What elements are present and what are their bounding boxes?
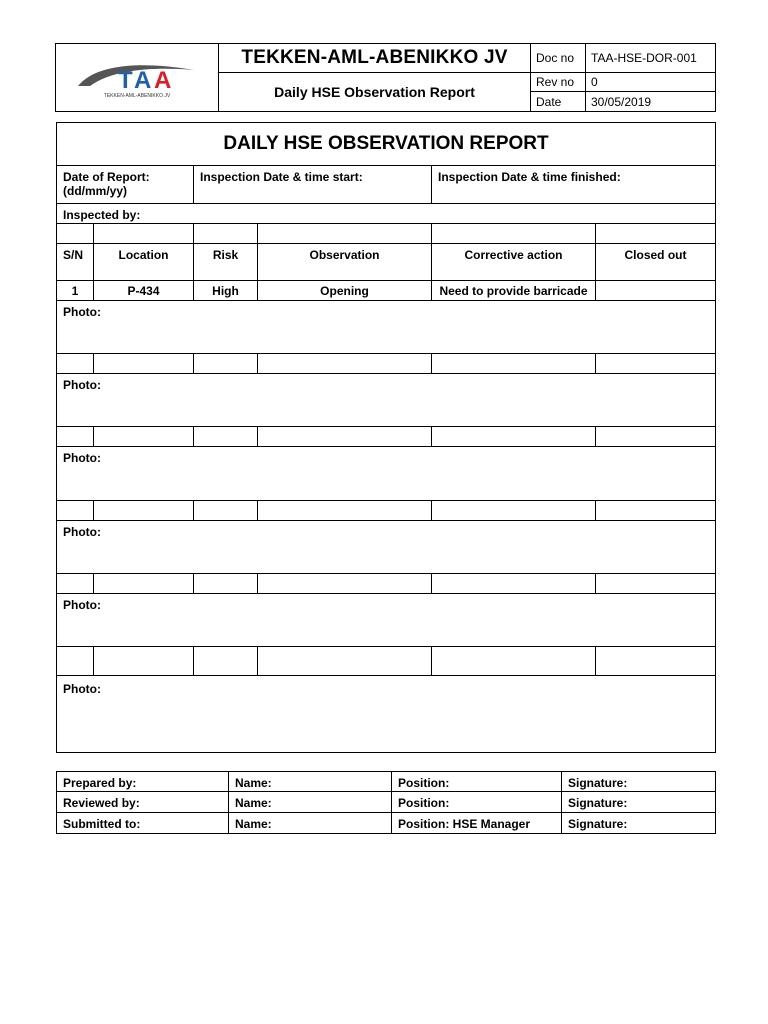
blank-cell[interactable] — [596, 354, 716, 374]
signoff-row — [57, 772, 716, 792]
rev-no-value: 0 — [586, 73, 716, 92]
blank-cell[interactable] — [432, 224, 596, 244]
observation-form — [56, 122, 716, 753]
name-field[interactable]: Name: — [229, 792, 392, 813]
svg-text:A: A — [134, 66, 152, 94]
date-value: 30/05/2019 — [586, 92, 716, 112]
blank-cell[interactable] — [94, 427, 194, 447]
date-label: Date — [531, 92, 586, 112]
blank-cell[interactable] — [596, 224, 716, 244]
blank-cell[interactable] — [596, 573, 716, 593]
table-row — [57, 500, 716, 520]
blank-cell[interactable] — [57, 646, 94, 675]
doc-no-label: Doc no — [531, 44, 586, 73]
table-row — [57, 427, 716, 447]
cell-location[interactable]: P-434 — [94, 281, 194, 301]
svg-text:A: A — [154, 66, 172, 94]
col-header-corrective-action: Corrective action — [432, 244, 596, 281]
photo-field[interactable]: Photo: — [57, 593, 716, 646]
blank-cell[interactable] — [432, 354, 596, 374]
signoff-row — [57, 813, 716, 834]
position-field[interactable]: Position: HSE Manager — [392, 813, 562, 834]
blank-cell[interactable] — [258, 573, 432, 593]
blank-cell[interactable] — [432, 500, 596, 520]
blank-cell[interactable] — [596, 427, 716, 447]
photo-field[interactable]: Photo: — [57, 447, 716, 500]
signoff-row — [57, 792, 716, 813]
cell-corrective-action[interactable]: Need to provide barricade — [432, 281, 596, 301]
photo-field[interactable]: Photo: — [57, 675, 716, 752]
blank-cell[interactable] — [194, 224, 258, 244]
table-row — [57, 646, 716, 675]
blank-cell[interactable] — [432, 573, 596, 593]
col-header-sn: S/N — [57, 244, 94, 281]
cell-observation[interactable]: Opening — [258, 281, 432, 301]
blank-cell[interactable] — [194, 646, 258, 675]
blank-cell[interactable] — [94, 354, 194, 374]
svg-text:T: T — [118, 66, 133, 94]
signature-field[interactable]: Signature: — [562, 772, 716, 792]
inspection-start-field[interactable]: Inspection Date & time start: — [194, 166, 432, 204]
blank-cell[interactable] — [194, 500, 258, 520]
blank-cell[interactable] — [258, 224, 432, 244]
svg-text:TEKKEN-AML-ABENIKKO JV: TEKKEN-AML-ABENIKKO JV — [103, 92, 171, 99]
signoff-table — [56, 771, 716, 834]
prepared-by-label: Prepared by: — [57, 772, 229, 792]
blank-cell[interactable] — [596, 646, 716, 675]
document-header — [55, 43, 716, 112]
inspected-by-field[interactable]: Inspected by: — [57, 204, 716, 224]
blank-cell[interactable] — [57, 500, 94, 520]
blank-cell[interactable] — [432, 646, 596, 675]
blank-cell[interactable] — [432, 427, 596, 447]
photo-field[interactable]: Photo: — [57, 374, 716, 427]
blank-cell[interactable] — [94, 573, 194, 593]
report-subtitle: Daily HSE Observation Report — [219, 73, 531, 112]
blank-cell[interactable] — [258, 354, 432, 374]
cell-sn[interactable]: 1 — [57, 281, 94, 301]
col-header-closed-out: Closed out — [596, 244, 716, 281]
blank-cell[interactable] — [258, 427, 432, 447]
blank-cell[interactable] — [194, 427, 258, 447]
col-header-observation: Observation — [258, 244, 432, 281]
cell-risk[interactable]: High — [194, 281, 258, 301]
rev-no-label: Rev no — [531, 73, 586, 92]
blank-cell[interactable] — [57, 427, 94, 447]
submitted-to-label: Submitted to: — [57, 813, 229, 834]
blank-cell[interactable] — [94, 224, 194, 244]
signature-field[interactable]: Signature: — [562, 813, 716, 834]
form-title: DAILY HSE OBSERVATION REPORT — [57, 123, 716, 166]
date-of-report-field[interactable] — [57, 166, 194, 204]
blank-cell[interactable] — [94, 500, 194, 520]
photo-field[interactable]: Photo: — [57, 520, 716, 573]
table-row — [57, 354, 716, 374]
blank-cell[interactable] — [258, 646, 432, 675]
blank-cell[interactable] — [596, 500, 716, 520]
date-of-report-label: Date of Report: — [63, 170, 150, 185]
blank-cell[interactable] — [94, 646, 194, 675]
logo-cell — [56, 44, 219, 112]
name-field[interactable]: Name: — [229, 813, 392, 834]
signature-field[interactable]: Signature: — [562, 792, 716, 813]
name-field[interactable]: Name: — [229, 772, 392, 792]
table-row — [57, 281, 716, 301]
position-field[interactable]: Position: — [392, 772, 562, 792]
doc-no-value: TAA-HSE-DOR-001 — [586, 44, 716, 73]
reviewed-by-label: Reviewed by: — [57, 792, 229, 813]
col-header-risk: Risk — [194, 244, 258, 281]
company-logo — [56, 56, 218, 100]
table-row — [57, 573, 716, 593]
position-field[interactable]: Position: — [392, 792, 562, 813]
company-name: TEKKEN-AML-ABENIKKO JV — [219, 44, 531, 73]
date-format-hint: (dd/mm/yy) — [63, 184, 128, 199]
blank-cell[interactable] — [57, 354, 94, 374]
col-header-location: Location — [94, 244, 194, 281]
blank-cell[interactable] — [258, 500, 432, 520]
blank-cell[interactable] — [194, 573, 258, 593]
photo-field[interactable]: Photo: — [57, 301, 716, 354]
blank-cell[interactable] — [57, 573, 94, 593]
inspection-finish-field[interactable]: Inspection Date & time finished: — [432, 166, 716, 204]
blank-cell[interactable] — [57, 224, 94, 244]
blank-cell[interactable] — [194, 354, 258, 374]
cell-closed-out[interactable] — [596, 281, 716, 301]
